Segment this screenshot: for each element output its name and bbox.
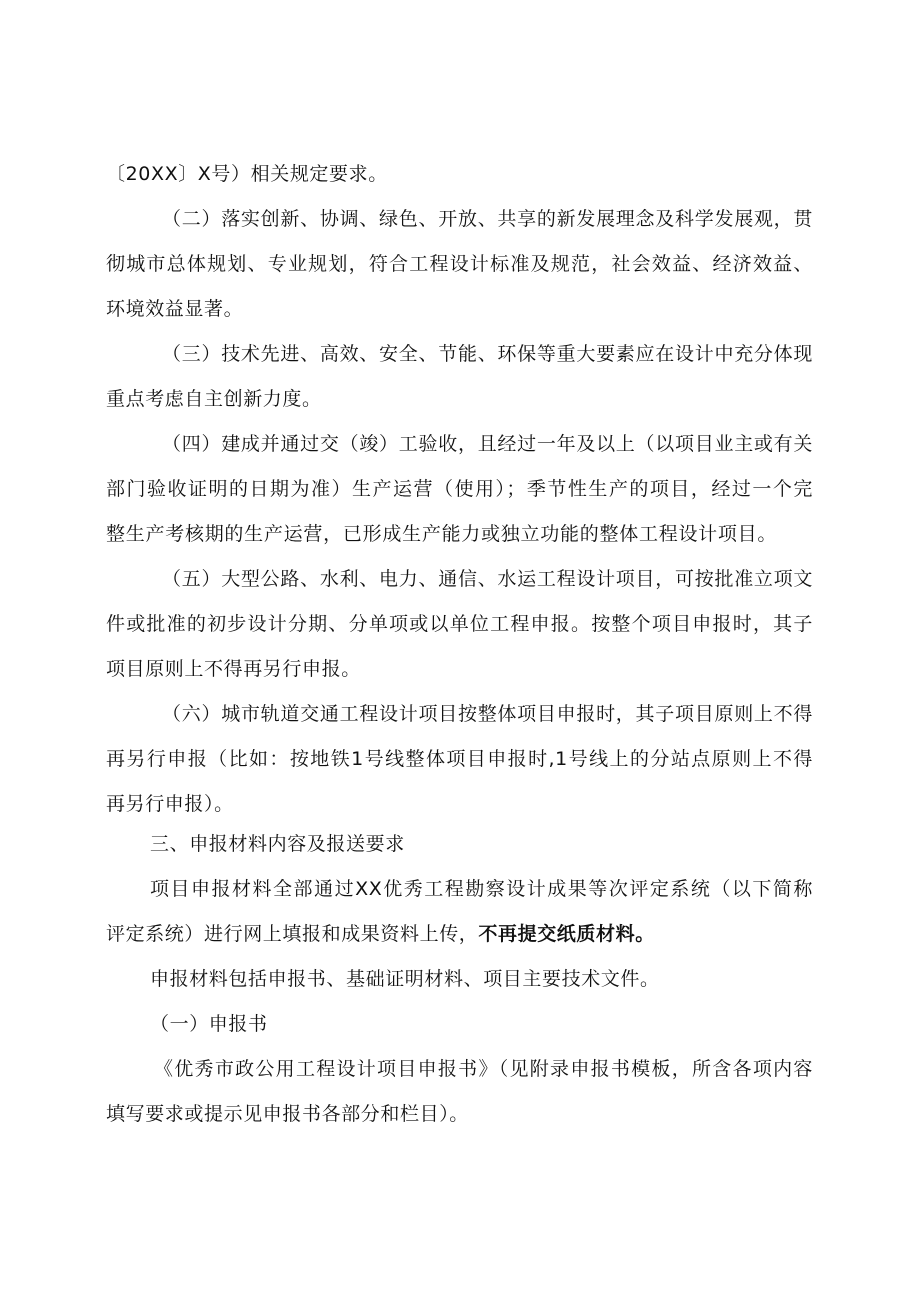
subsection-heading: （一）申报书 [150, 1013, 268, 1035]
text-line-6: 重点考虑自主创新力度。 [106, 388, 322, 410]
bold-emphasis: 不再提交纸质材料。 [478, 923, 655, 945]
text-line-4: 环境效益显著。 [106, 298, 244, 320]
text-line-7: （四）建成并通过交（竣）工验收，且经过一年及以上（以项目业主或有关 [162, 433, 813, 455]
text-line-21: 《优秀市政公用工程设计项目申报书》（见附录申报书模板，所含各项内容 [154, 1058, 813, 1080]
text-line-2: （二）落实创新、协调、绿色、开放、共享的新发展理念及科学发展观，贯 [162, 208, 813, 230]
text-line-5: （三）技术先进、高效、安全、节能、环保等重大要素应在设计中充分体现 [162, 343, 813, 365]
text-line-1: 〔20XX〕X号）相关规定要求。 [106, 163, 388, 185]
text-line-12: 项目原则上不得再另行申报。 [106, 658, 361, 680]
text-line-19: 申报材料包括申报书、基础证明材料、项目主要技术文件。 [150, 968, 660, 990]
text-line-18 [106, 922, 655, 946]
text-line-14: 再另行申报（比如：按地铁1号线整体项目申报时,1号线上的分站点原则上不得 [106, 748, 813, 770]
text-line-22: 填写要求或提示见申报书各部分和栏目）。 [106, 1103, 469, 1125]
text-line-8: 部门验收证明的日期为准）生产运营（使用）；季节性生产的项目，经过一个完 [106, 478, 813, 500]
text-line-17: 项目申报材料全部通过XX优秀工程勘察设计成果等次评定系统（以下简称 [150, 878, 813, 900]
text-line-15: 再另行申报）。 [106, 793, 234, 815]
text-line-9: 整生产考核期的生产运营，已形成生产能力或独立功能的整体工程设计项目。 [106, 523, 777, 545]
text-line-10: （五）大型公路、水利、电力、通信、水运工程设计项目，可按批准立项文 [162, 568, 813, 590]
text-line-13: （六）城市轨道交通工程设计项目按整体项目申报时，其子项目原则上不得 [162, 703, 813, 725]
text-line-3: 彻城市总体规划、专业规划，符合工程设计标准及规范，社会效益、经济效益、 [106, 253, 813, 275]
text-line-18-normal: 评定系统）进行网上填报和成果资料上传， [106, 923, 479, 945]
section-heading: 三、申报材料内容及报送要求 [150, 833, 405, 855]
text-line-11: 件或批准的初步设计分期、分单项或以单位工程申报。按整个项目申报时，其子 [106, 613, 813, 635]
